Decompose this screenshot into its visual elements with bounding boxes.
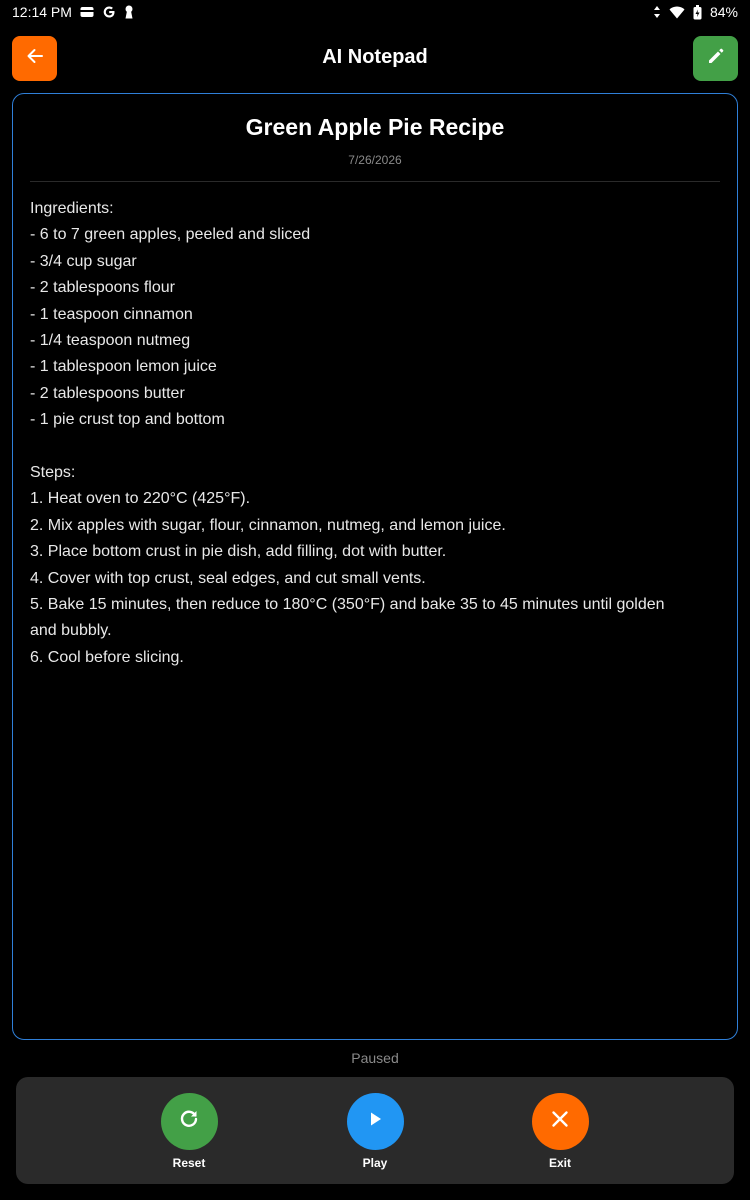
play-icon xyxy=(365,1109,385,1134)
status-left xyxy=(12,4,134,20)
status-bar xyxy=(0,0,750,24)
note-line: - 6 to 7 green apples, peeled and sliced xyxy=(30,226,311,244)
close-icon xyxy=(550,1109,570,1134)
battery-percent: 84% xyxy=(709,4,738,20)
app-bar xyxy=(0,36,750,82)
exit-control xyxy=(520,1093,600,1170)
note-line: - 2 tablespoons butter xyxy=(30,384,185,402)
edit-button[interactable] xyxy=(693,36,738,81)
note-line: Steps: xyxy=(30,464,76,482)
note-line: 1. Heat oven to 220°C (425°F). xyxy=(30,490,251,508)
wifi-icon xyxy=(669,6,685,19)
note-line: - 2 tablespoons flour xyxy=(30,279,175,297)
note-line: 5. Bake 15 minutes, then reduce to 180°C (350°F) and bake 35 to 45 minutes until golden xyxy=(30,596,665,614)
data-arrows-icon xyxy=(653,5,661,19)
note-line xyxy=(30,434,720,460)
note-divider xyxy=(30,181,720,182)
note-line: - 1 teaspoon cinnamon xyxy=(30,305,193,323)
note-line: 3. Place bottom crust in pie dish, add filling, dot with butter. xyxy=(30,543,447,561)
exit-label: Exit xyxy=(548,1156,571,1170)
note-line: - 1 pie crust top and bottom xyxy=(30,411,225,429)
reset-button[interactable] xyxy=(161,1093,218,1150)
card-icon xyxy=(80,6,94,18)
battery-icon xyxy=(693,5,702,20)
play-label: Play xyxy=(362,1156,388,1170)
note-line: 2. Mix apples with sugar, flour, cinnamon, nutmeg, and lemon juice. xyxy=(30,516,506,534)
app-title: AI Notepad xyxy=(322,46,428,68)
note-date: 7/26/2026 xyxy=(348,153,402,167)
note-line: - 1/4 teaspoon nutmeg xyxy=(30,332,191,350)
controls-panel xyxy=(16,1077,734,1184)
keyhole-icon xyxy=(124,5,134,19)
note-line: 4. Cover with top crust, seal edges, and cut small vents. xyxy=(30,569,426,587)
status-right xyxy=(653,4,738,20)
status-time: 12:14 PM xyxy=(12,4,72,20)
playback-status: Paused xyxy=(351,1050,399,1066)
note-line: Ingredients: xyxy=(30,200,114,217)
google-icon xyxy=(102,5,116,19)
refresh-icon xyxy=(177,1107,201,1136)
note-title: Green Apple Pie Recipe xyxy=(245,114,505,140)
play-control xyxy=(335,1093,415,1170)
note-line: - 3/4 cup sugar xyxy=(30,252,137,270)
play-button[interactable] xyxy=(347,1093,404,1150)
reset-control xyxy=(149,1093,229,1170)
note-line: 6. Cool before slicing. xyxy=(30,648,184,666)
note-line: - 1 tablespoon lemon juice xyxy=(30,358,217,376)
exit-button[interactable] xyxy=(532,1093,589,1150)
reset-label: Reset xyxy=(172,1156,206,1170)
note-body xyxy=(30,196,720,671)
note-line: and bubbly. xyxy=(30,622,112,640)
pencil-icon xyxy=(706,46,726,71)
note-card xyxy=(12,93,738,1040)
